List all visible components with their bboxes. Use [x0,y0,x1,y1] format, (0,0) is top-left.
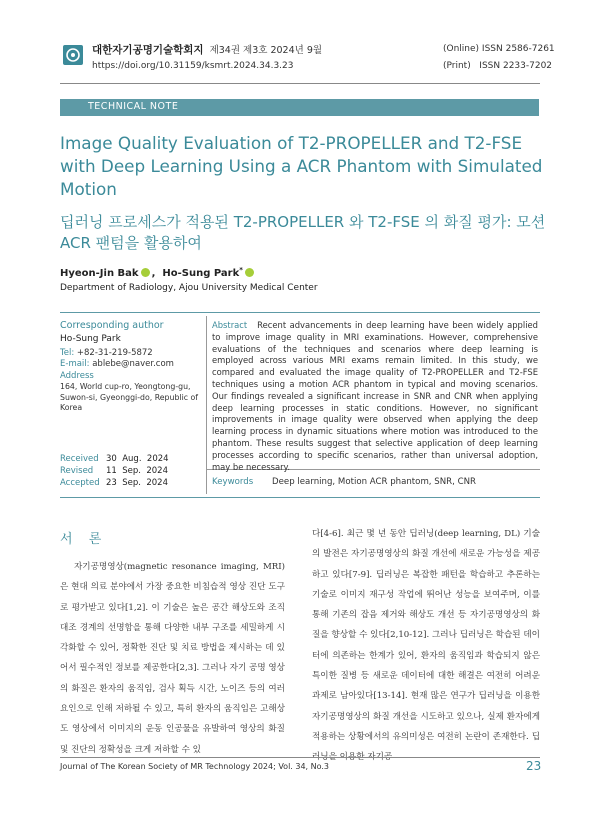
volume-info: 제34권 제3호 2024년 9월 [209,45,323,56]
author-list [60,266,256,279]
email-value[interactable]: ablebe@naver.com [92,359,174,369]
corresponding-heading: Corresponding author [60,320,164,331]
section-heading: 서 론 [60,532,108,547]
author-name: Ho-Sung Park [162,268,240,279]
tel-line [60,348,153,358]
body-column-right: 다[4-6]. 최근 몇 년 동안 딥러닝(deep learning, DL) 기술의 발전은 자기공명영상의 화질 개선에 새로운 가능성을 제공하고 있다[7-9]. 딥러닝은 복잡한 패턴을 학습하고 추론하는 기술로 이미지 재구성 작업에 뛰어난 성능을 보여주며, 이를 통해 기존의 잡음 제거와 해상도 개선 등 자기공명영상의 화질을 향상할 수 있다[2,10-12]. 그러나 딥러닝은 학습된 데이터에 의존하는 한계가 있어, 환자의 움직임과 학습되지 않은 특이한 질병 등 새로운 데이터에 대한 해결은 여전히 어려운 과제로 남아있다[13-14]. 현재 많은 연구가 딥러닝을 이용한 자기공명영상의 화질 개선을 시도하고 있으나, 실제 환자에게 적용하는 상황에서의 유의미성은 여전히 논란이 존재한다. 딥 [312,529,540,742]
journal-title: 대한자기공명기술학회지 [92,44,204,56]
footer-divider [60,757,540,758]
email-label: E-mail: [60,359,90,369]
abstract [212,320,538,473]
author-separator: , [151,268,163,279]
abstract-text: Recent advancements in deep learning have been widely applied to improve image quality in MRI examinations. However, comprehensive evaluations of the techniques and scenarios where deep learning is employed across various MRI exams remain limited. In this study, we compared and evaluated the image quality of T2-PROPELLER and T2-FSE techniques using a motion ACR phantom in typical and moving scenarios. Our findings revealed a significant increase in SNR and CNR when applying deep learning processes in static conditions. However, no significant improvements in image quality were observed when applying the deep learning process in dynamic situations where motion was introduced to the phantom. These results suggest that selective application of deep learning processes according to specific scenarios, rather than universal adoption, may be necessary. [212,320,538,472]
info-box-divider [206,316,207,494]
page-number: 23 [526,759,542,773]
email-line [60,359,174,369]
orcid-icon[interactable] [245,268,254,277]
affiliation: Department of Radiology, Ajou University Medical Center [60,283,318,293]
corresponding-mark: * [239,266,243,274]
issn-online: (Online) ISSN 2586-7261 [443,44,555,54]
keywords-label: Keywords [212,477,254,487]
issn-print: (Print) ISSN 2233-7202 [443,61,553,71]
body-column-left: 자기공명영상(magnetic resonance imaging, MRI)은 현대 의료 분야에서 가장 중요한 비침습적 영상 진단 도구로 평가받고 있다[1,2]. 이 기술은 높은 공간 해상도와 조직 대조 경계의 선명함을 통해 다양한 내부 구조를 세밀하게 시각화할 수 있어, 정확한 진단 및 치료 방법을 제시하는 데 있어서 필수적인 정보를 제공한다[2,3]. 그러나 자기 공명 영상의 화질은 환자의 움직임, 검사 획득 시간, 노이즈 등의 여러 요인으로 인해 저하될 수 있고, 특히 환자의 움직임은 고해상도 영상에서 이미지의 운동 인공물을 유발하여 영상의 화질 및 진단의 정확성을 크게 저하할 수 있 [60,562,285,755]
info-box-top-rule [60,312,540,313]
address-value: 164, World cup-ro, Yeongtong-gu, Suwon-si, Gyeonggi-do, Republic of Korea [60,382,199,412]
title-korean: 딥러닝 프로세스가 적용된 T2-PROPELLER 와 T2-FSE 의 화질 평가: 모션 ACR 팬텀을 활용하여 [60,213,546,252]
date-label: Received [60,454,99,464]
title-english: Image Quality Evaluation of T2-PROPELLER and T2-FSE with Deep Learning Using a ACR Phantom with Simulated Motion [60,133,543,199]
header-divider [60,83,540,84]
date-value: 30 Aug. 2024 [106,454,169,464]
doi-link[interactable]: https://doi.org/10.31159/ksmrt.2024.34.3.23 [92,61,294,71]
date-label: Accepted [60,478,100,488]
journal-logo-icon [62,44,84,66]
author-name: Hyeon-Jin Bak [60,268,139,279]
tel-label: Tel: [60,348,75,358]
abstract-label: Abstract [212,320,248,330]
info-box-bottom-rule [60,497,540,498]
date-label: Revised [60,466,94,476]
corresponding-name: Ho-Sung Park [60,334,121,344]
article-type: TECHNICAL NOTE [88,101,179,112]
orcid-icon[interactable] [141,268,150,277]
address-label: Address [60,371,94,381]
date-value: 11 Sep. 2024 [106,466,168,476]
date-value: 23 Sep. 2024 [106,478,168,488]
keywords-text: Deep learning, Motion ACR phantom, SNR, CNR [272,477,476,487]
footer-journal: Journal of The Korean Society of MR Technology 2024; Vol. 34, No.3 [60,762,330,771]
tel-value: +82-31-219-5872 [76,348,153,358]
journal-name [92,42,322,57]
